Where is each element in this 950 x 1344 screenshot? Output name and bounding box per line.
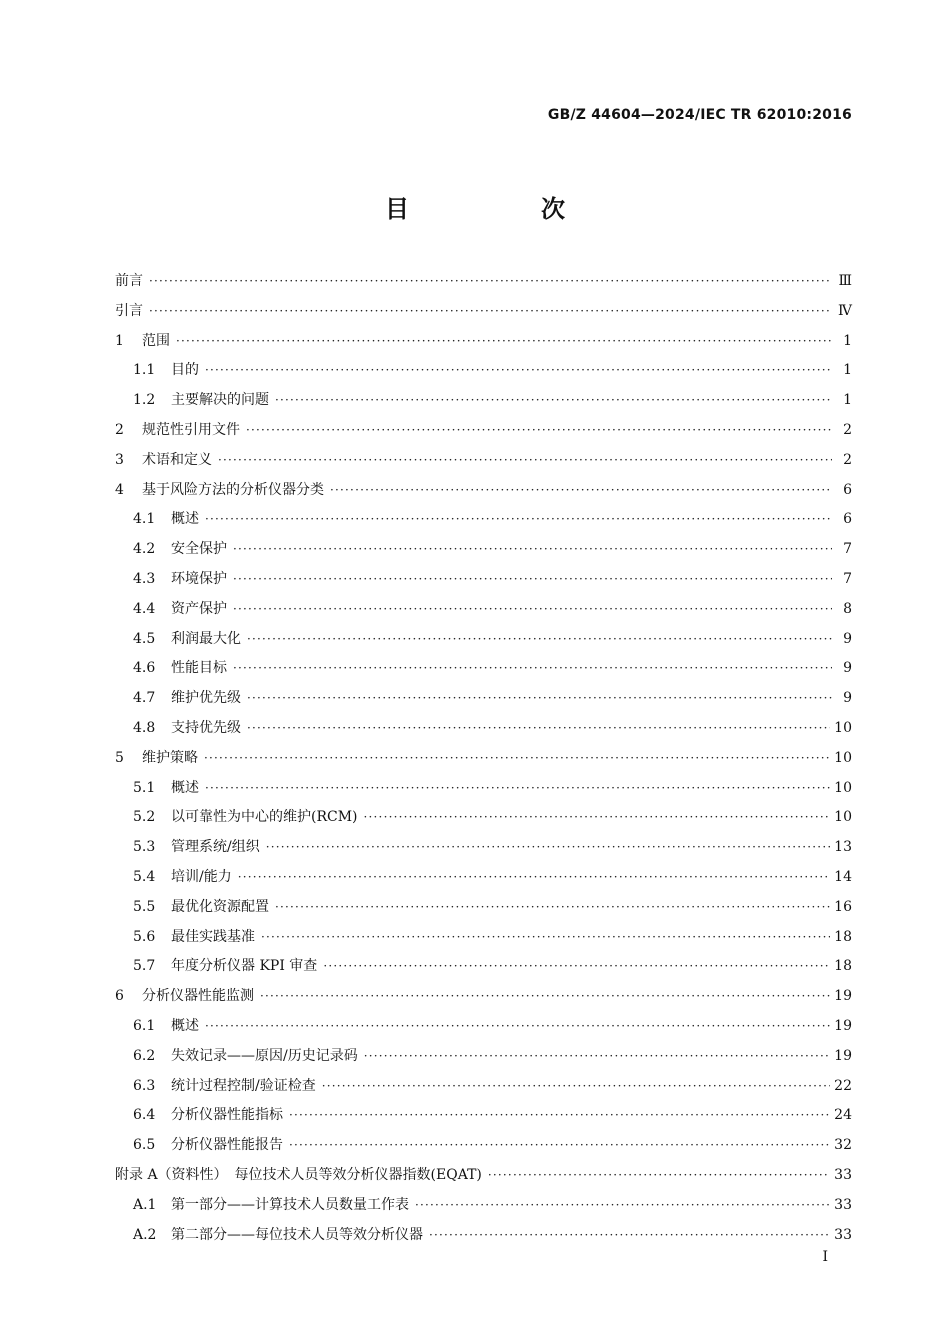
toc-entry-label: 性能目标 [171,660,227,677]
toc-entry[interactable] [115,267,852,297]
toc-entry-number: 6.4 [133,1107,156,1124]
toc-entry-number: 6.3 [133,1077,156,1094]
toc-entry-number: 4.1 [133,511,156,528]
toc-entry-number: 5.5 [133,898,156,915]
toc-entry-number: 5.6 [133,928,156,945]
toc-entry-page: 32 [834,1137,852,1154]
toc-entry-label: 培训/能力 [171,868,232,885]
toc-leader-dots [415,1191,830,1221]
toc-leader-dots [204,744,830,774]
toc-entry-number: 5.1 [133,779,156,796]
toc-entry[interactable] [115,625,852,655]
toc-leader-dots [275,893,830,923]
toc-entry-page: 14 [834,868,852,885]
toc-entry-page: 10 [834,749,852,766]
toc-entry[interactable] [115,356,852,386]
toc-leader-dots [238,863,830,893]
table-of-contents [115,267,852,1250]
toc-entry-label: 主要解决的问题 [171,392,269,409]
toc-entry-page: 2 [843,421,852,438]
toc-entry-page: 1 [843,392,852,409]
toc-entry-label: 年度分析仪器 KPI 审查 [171,958,318,975]
toc-leader-dots [488,1161,830,1191]
toc-entry-label: 规范性引用文件 [142,421,240,438]
toc-entry[interactable] [115,744,852,774]
toc-entry-page: 10 [834,809,852,826]
toc-entry-number: 6.2 [133,1047,156,1064]
toc-entry-page: 9 [843,630,852,647]
toc-entry[interactable] [115,386,852,416]
toc-leader-dots [233,565,832,595]
toc-leader-dots [247,714,830,744]
toc-entry-label: 失效记录——原因/历史记录码 [171,1047,358,1064]
toc-entry-number: 6.1 [133,1017,156,1034]
toc-entry-label: 引言 [115,302,143,319]
toc-leader-dots [218,446,832,476]
toc-entry-label: 前言 [115,273,143,289]
toc-leader-dots [233,654,832,684]
toc-entry-page: 24 [834,1107,852,1124]
toc-entry[interactable] [115,1131,852,1161]
toc-entry[interactable] [115,1161,852,1191]
toc-entry-label: 维护策略 [142,749,198,766]
toc-entry-label: 以可靠性为中心的维护(RCM) [171,809,358,826]
toc-entry[interactable] [115,1042,852,1072]
toc-entry[interactable] [115,803,852,833]
toc-leader-dots [322,1072,830,1102]
toc-leader-dots [330,476,832,506]
toc-entry-page: 2 [843,451,852,468]
toc-entry[interactable] [115,774,852,804]
toc-entry-page: 19 [834,1047,852,1064]
toc-entry-label: 管理系统/组织 [171,839,260,856]
standard-code-header: GB/Z 44604—2024/IEC TR 62010:2016 [547,107,852,123]
toc-entry-number: 4.4 [133,600,156,617]
toc-entry-page: 33 [834,1226,852,1243]
toc-entry-label: 第二部分——每位技术人员等效分析仪器 [171,1226,423,1243]
toc-entry[interactable] [115,565,852,595]
toc-leader-dots [205,505,832,535]
toc-entry-label: 概述 [171,1017,199,1034]
toc-entry-label: 利润最大化 [171,630,241,647]
toc-entry-page: 1 [843,332,852,349]
toc-leader-dots [233,595,832,625]
toc-entry[interactable] [115,684,852,714]
toc-entry-number: 6.5 [133,1137,156,1154]
toc-entry-number: 5 [115,749,124,766]
toc-entry-page: 9 [843,690,852,707]
toc-entry[interactable] [115,1221,852,1251]
toc-entry-page: 8 [843,600,852,617]
toc-leader-dots [289,1101,830,1131]
toc-entry[interactable] [115,923,852,953]
toc-entry-number: 5.7 [133,958,156,975]
toc-leader-dots [149,267,832,297]
toc-entry-label: 环境保护 [171,570,227,587]
toc-entry-label: 范围 [142,332,170,349]
toc-entry-number: A.2 [133,1226,157,1243]
toc-entry-label: 最优化资源配置 [171,898,269,915]
toc-entry-page: Ⅳ [838,302,852,319]
toc-entry[interactable] [115,416,852,446]
toc-entry[interactable] [115,505,852,535]
toc-entry[interactable] [115,863,852,893]
toc-entry-page: 33 [834,1166,852,1183]
toc-leader-dots [176,327,832,357]
toc-entry-label: 最佳实践基准 [171,928,255,945]
toc-entry-page: Ⅲ [838,273,852,289]
toc-entry-page: 18 [834,928,852,945]
toc-entry[interactable] [115,1101,852,1131]
toc-entry-number: 4 [115,481,124,498]
toc-entry-label: 分析仪器性能监测 [142,988,254,1005]
toc-leader-dots [247,684,832,714]
toc-entry-number: 5.2 [133,809,156,826]
toc-entry[interactable] [115,446,852,476]
toc-entry[interactable] [115,1191,852,1221]
toc-entry-page: 33 [834,1196,852,1213]
toc-entry-page: 9 [843,660,852,677]
toc-entry-label: 概述 [171,779,199,796]
toc-entry-page: 10 [834,719,852,736]
toc-entry-number: 4.2 [133,541,156,558]
toc-entry-page: 7 [843,541,852,558]
toc-entry-number: 4.3 [133,570,156,587]
toc-entry[interactable] [115,595,852,625]
toc-entry-number: 1.1 [133,362,156,379]
toc-entry-number: 4.7 [133,690,156,707]
toc-entry-label: 统计过程控制/验证检查 [171,1077,316,1094]
toc-entry-page: 22 [834,1077,852,1094]
toc-entry-number: 1.2 [133,392,156,409]
toc-entry-number: 6 [115,988,124,1005]
toc-entry-label: 概述 [171,511,199,528]
page-number: I [822,1249,828,1265]
toc-entry-page: 19 [834,1017,852,1034]
toc-entry[interactable] [115,1012,852,1042]
toc-leader-dots [260,982,830,1012]
toc-entry-number: 2 [115,421,124,438]
toc-entry-page: 7 [843,570,852,587]
toc-leader-dots [266,833,830,863]
toc-entry-number: 4.5 [133,630,156,647]
toc-leader-dots [429,1221,830,1251]
toc-entry-page: 13 [834,839,852,856]
toc-entry-number: 5.4 [133,868,156,885]
toc-entry-label: 支持优先级 [171,719,241,736]
toc-entry[interactable] [115,476,852,506]
toc-entry-page: 19 [834,988,852,1005]
toc-entry-number: 3 [115,451,124,468]
toc-entry[interactable] [115,893,852,923]
toc-entry[interactable] [115,535,852,565]
toc-entry-label: 安全保护 [171,541,227,558]
toc-entry-page: 10 [834,779,852,796]
toc-entry[interactable] [115,297,852,327]
toc-entry-number: 4.8 [133,719,156,736]
toc-entry-page: 1 [843,362,852,379]
toc-leader-dots [289,1131,830,1161]
toc-entry-label: 分析仪器性能报告 [171,1137,283,1154]
toc-entry[interactable] [115,714,852,744]
toc-entry-label: 资产保护 [171,600,227,617]
toc-leader-dots [205,774,830,804]
toc-entry[interactable] [115,1072,852,1102]
toc-entry[interactable] [115,833,852,863]
toc-entry-label: 分析仪器性能指标 [171,1107,283,1124]
toc-entry-page: 6 [843,511,852,528]
toc-leader-dots [205,1012,830,1042]
toc-leader-dots [205,356,832,386]
toc-leader-dots [364,803,831,833]
toc-entry-label: 术语和定义 [142,451,212,468]
toc-leader-dots [247,625,832,655]
toc-leader-dots [261,923,830,953]
toc-entry[interactable] [115,952,852,982]
toc-entry-label: 第一部分——计算技术人员数量工作表 [171,1196,409,1213]
toc-entry-page: 6 [843,481,852,498]
toc-entry-number: A.1 [133,1196,157,1213]
toc-entry-number: 4.6 [133,660,156,677]
toc-entry[interactable] [115,982,852,1012]
toc-leader-dots [246,416,832,446]
toc-entry-number: 1 [115,332,124,349]
toc-entry-label: 目的 [171,362,199,379]
toc-entry-label: 附录 A（资料性） 每位技术人员等效分析仪器指数(EQAT) [115,1166,482,1183]
page-title: 目 次 [385,195,619,223]
toc-entry-page: 16 [834,898,852,915]
toc-leader-dots [364,1042,830,1072]
toc-leader-dots [323,952,830,982]
toc-entry[interactable] [115,327,852,357]
toc-entry-label: 基于风险方法的分析仪器分类 [142,481,324,498]
toc-entry-label: 维护优先级 [171,690,241,707]
toc-entry-number: 5.3 [133,839,156,856]
toc-leader-dots [233,535,832,565]
toc-entry-page: 18 [834,958,852,975]
toc-leader-dots [275,386,832,416]
toc-leader-dots [149,297,832,327]
toc-entry[interactable] [115,654,852,684]
